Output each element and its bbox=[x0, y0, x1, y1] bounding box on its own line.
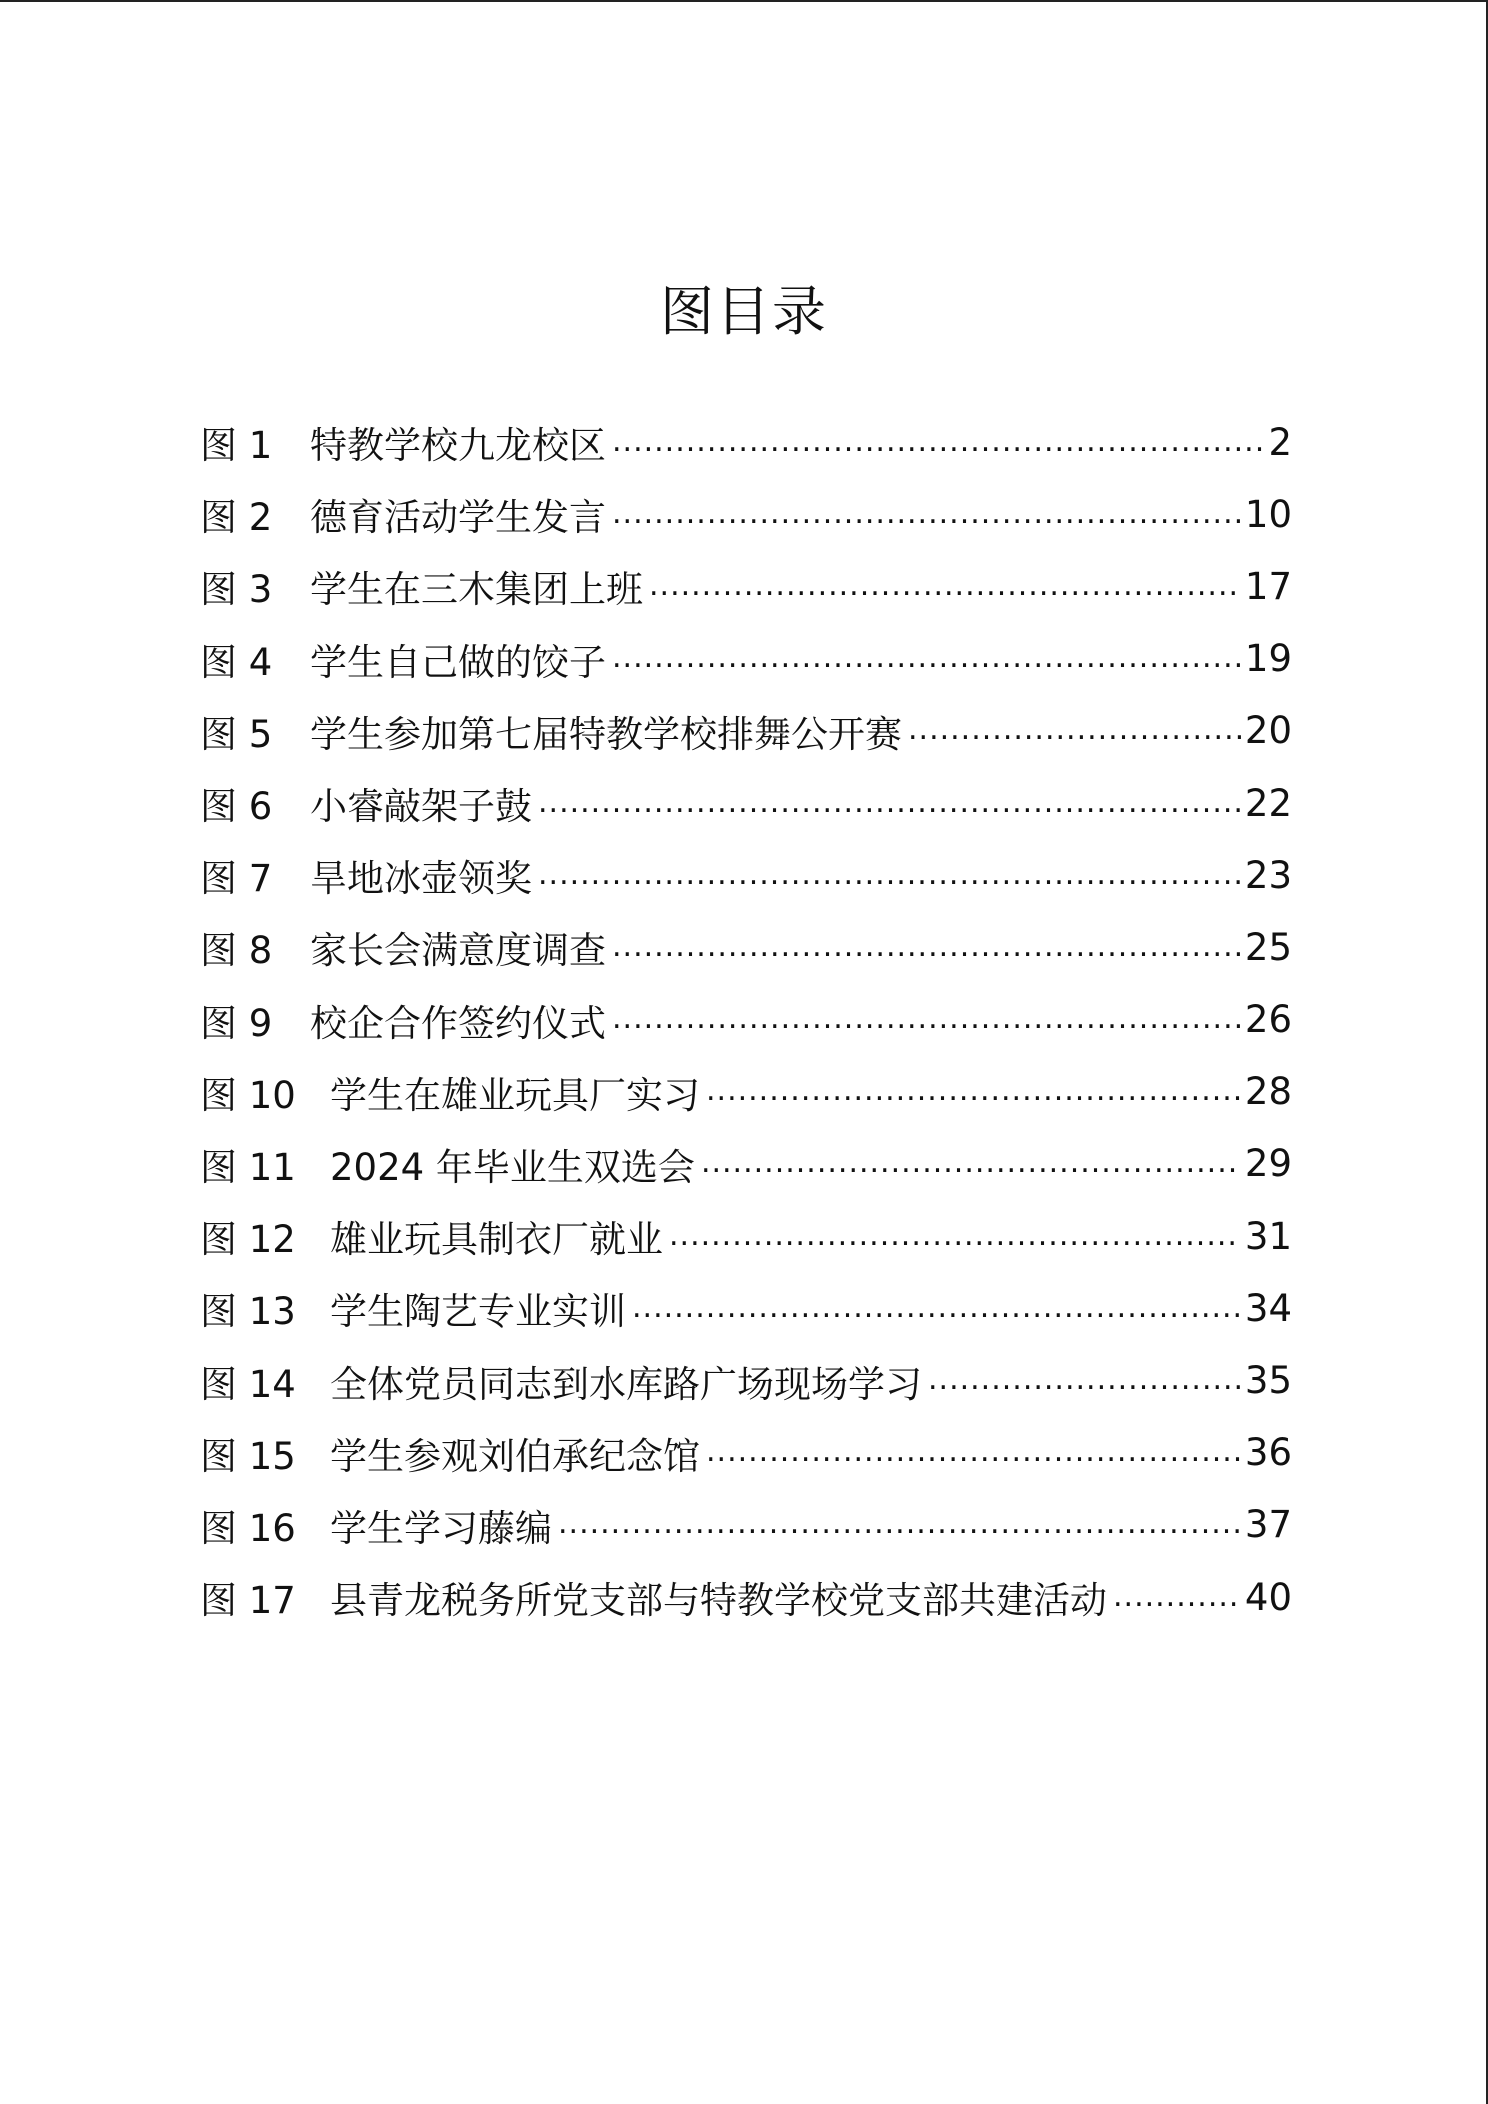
page-number: 2 bbox=[1268, 420, 1292, 464]
figure-number: 图 13 bbox=[200, 1290, 296, 1334]
figure-number: 图 7 bbox=[200, 857, 273, 901]
page-border-top bbox=[0, 0, 1488, 2]
toc-entry[interactable] bbox=[200, 911, 1292, 983]
dot-leader bbox=[538, 785, 1241, 822]
figure-number: 图 12 bbox=[200, 1218, 296, 1262]
figure-caption: 全体党员同志到水库路广场现场学习 bbox=[330, 1362, 922, 1406]
figure-number: 图 17 bbox=[200, 1579, 296, 1623]
figure-number: 图 3 bbox=[200, 568, 273, 612]
page-number: 31 bbox=[1244, 1214, 1292, 1258]
toc-entry[interactable] bbox=[200, 1489, 1292, 1561]
figure-number: 图 4 bbox=[200, 640, 273, 684]
toc-entry[interactable] bbox=[200, 406, 1292, 478]
figure-caption: 雄业玩具制衣厂就业 bbox=[330, 1218, 663, 1262]
page-number: 28 bbox=[1244, 1070, 1292, 1114]
toc-entry[interactable] bbox=[200, 984, 1292, 1056]
table-of-figures bbox=[200, 406, 1292, 1633]
dot-leader bbox=[706, 1073, 1241, 1110]
figure-caption: 学生在雄业玩具厂实习 bbox=[330, 1073, 700, 1117]
page-title: 图目录 bbox=[660, 280, 828, 343]
figure-caption: 学生学习藤编 bbox=[330, 1506, 552, 1550]
toc-entry[interactable] bbox=[200, 1272, 1292, 1344]
figure-number: 图 2 bbox=[200, 496, 273, 540]
figure-caption: 家长会满意度调查 bbox=[310, 929, 606, 973]
toc-entry[interactable] bbox=[200, 550, 1292, 622]
toc-entry[interactable] bbox=[200, 1344, 1292, 1416]
dot-leader bbox=[558, 1506, 1241, 1543]
dot-leader bbox=[612, 1001, 1241, 1038]
toc-entry[interactable] bbox=[200, 623, 1292, 695]
figure-caption: 校企合作签约仪式 bbox=[310, 1001, 606, 1045]
figure-number: 图 8 bbox=[200, 929, 273, 973]
figure-caption: 学生在三木集团上班 bbox=[310, 568, 643, 612]
page-number: 36 bbox=[1244, 1431, 1292, 1475]
toc-entry[interactable] bbox=[200, 478, 1292, 550]
figure-caption: 德育活动学生发言 bbox=[310, 496, 606, 540]
dot-leader bbox=[612, 496, 1241, 533]
dot-leader bbox=[706, 1434, 1241, 1471]
figure-number: 图 16 bbox=[200, 1506, 296, 1550]
toc-entry[interactable] bbox=[200, 1056, 1292, 1128]
dot-leader bbox=[612, 929, 1241, 966]
figure-number: 图 11 bbox=[200, 1145, 296, 1189]
page-number: 17 bbox=[1244, 564, 1292, 608]
dot-leader bbox=[632, 1290, 1241, 1327]
dot-leader bbox=[669, 1218, 1241, 1255]
figure-caption: 小睿敲架子鼓 bbox=[310, 785, 532, 829]
page-number: 29 bbox=[1244, 1142, 1292, 1186]
page-number: 10 bbox=[1244, 492, 1292, 536]
figure-caption: 学生参加第七届特教学校排舞公开赛 bbox=[310, 712, 902, 756]
page-number: 22 bbox=[1244, 781, 1292, 825]
dot-leader bbox=[701, 1145, 1241, 1182]
page-number: 25 bbox=[1244, 925, 1292, 969]
figure-caption: 旱地冰壶领奖 bbox=[310, 857, 532, 901]
page-number: 37 bbox=[1244, 1503, 1292, 1547]
figure-caption: 特教学校九龙校区 bbox=[310, 424, 606, 468]
page-number: 19 bbox=[1244, 637, 1292, 681]
figure-number: 图 1 bbox=[200, 424, 273, 468]
toc-entry[interactable] bbox=[200, 767, 1292, 839]
page-number: 34 bbox=[1244, 1286, 1292, 1330]
figure-caption: 学生参观刘伯承纪念馆 bbox=[330, 1434, 700, 1478]
toc-entry[interactable] bbox=[200, 1561, 1292, 1633]
figure-caption: 学生陶艺专业实训 bbox=[330, 1290, 626, 1334]
toc-entry[interactable] bbox=[200, 839, 1292, 911]
dot-leader bbox=[928, 1362, 1241, 1399]
page-number: 23 bbox=[1244, 853, 1292, 897]
dot-leader bbox=[612, 424, 1264, 461]
dot-leader bbox=[649, 568, 1241, 605]
figure-number: 图 10 bbox=[200, 1073, 296, 1117]
figure-number: 图 6 bbox=[200, 785, 273, 829]
toc-entry[interactable] bbox=[200, 1200, 1292, 1272]
page-number: 35 bbox=[1244, 1359, 1292, 1403]
toc-entry[interactable] bbox=[200, 1128, 1292, 1200]
page-number: 26 bbox=[1244, 998, 1292, 1042]
figure-number: 图 5 bbox=[200, 712, 273, 756]
toc-entry[interactable] bbox=[200, 1417, 1292, 1489]
dot-leader bbox=[908, 712, 1241, 749]
toc-entry[interactable] bbox=[200, 695, 1292, 767]
figure-caption: 2024 年毕业生双选会 bbox=[330, 1145, 695, 1189]
figure-caption: 县青龙税务所党支部与特教学校党支部共建活动 bbox=[330, 1579, 1107, 1623]
dot-leader bbox=[1113, 1579, 1241, 1616]
figure-number: 图 9 bbox=[200, 1001, 273, 1045]
dot-leader bbox=[538, 857, 1241, 894]
figure-number: 图 15 bbox=[200, 1434, 296, 1478]
dot-leader bbox=[612, 640, 1241, 677]
figure-caption: 学生自己做的饺子 bbox=[310, 640, 606, 684]
page-number: 20 bbox=[1244, 709, 1292, 753]
figure-number: 图 14 bbox=[200, 1362, 296, 1406]
page-number: 40 bbox=[1244, 1575, 1292, 1619]
